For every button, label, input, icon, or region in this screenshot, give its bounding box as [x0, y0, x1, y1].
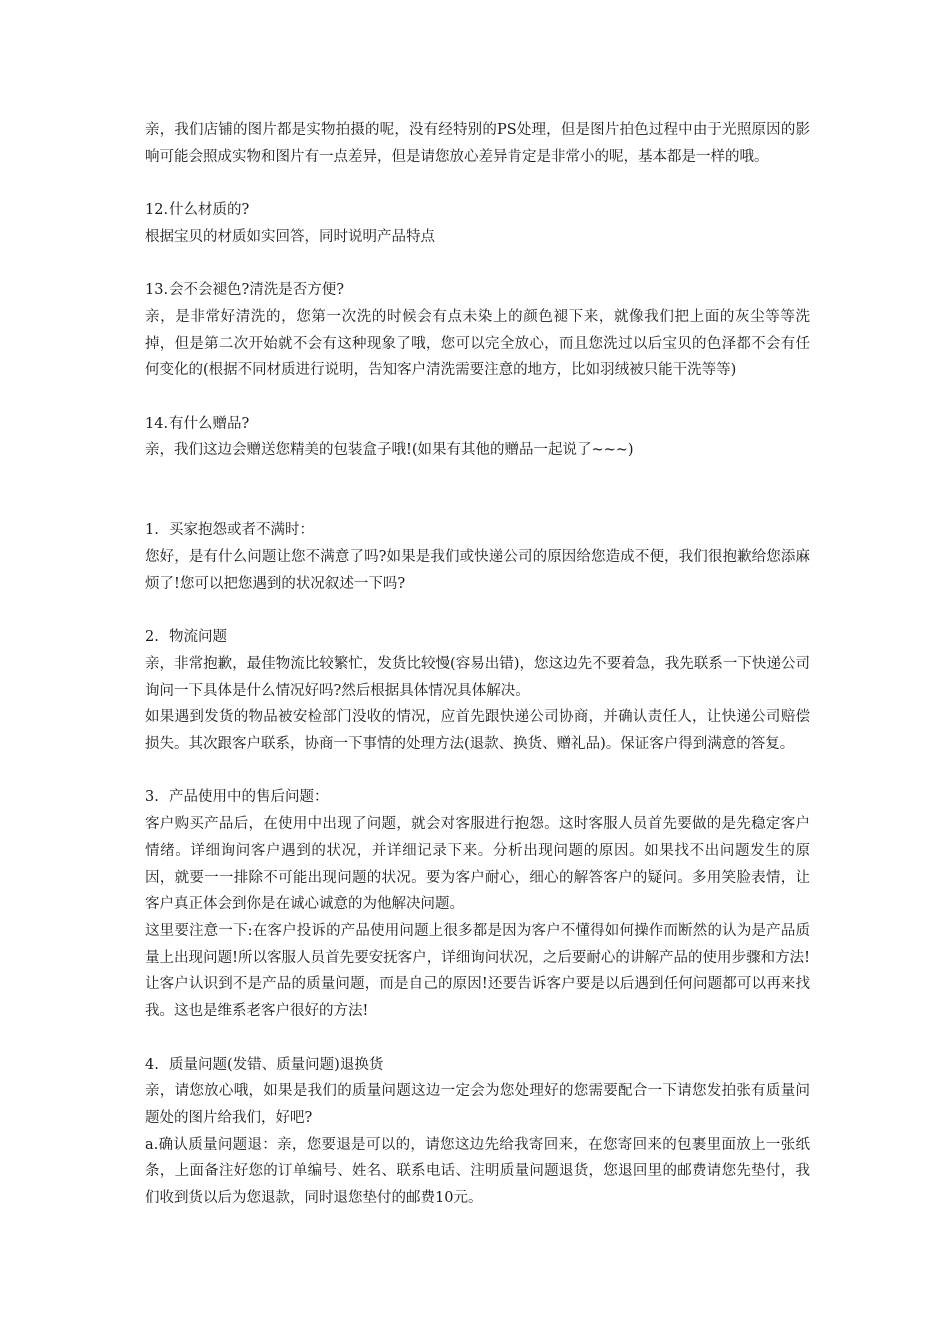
document-page [145, 117, 810, 1212]
faq-number: 12. [145, 202, 169, 219]
aftersales-paragraph: 客户购买产品后，在使用中出现了问题，就会对客服进行抱怨。这时客服人员首先要做的是先稳定客户情绪。详细询问客户遇到的状况，并详细记录下来。分析出现问题的原因。如果找不出问题发生的原因，就要一一排除不可能出现问题的状况。要为客户耐心，细心的解答客户的疑问。多用笑脸表情，让客户真正体会到你是在诚心诚意的为他解决问题。 [145, 816, 810, 913]
faq-item-14 [145, 411, 810, 464]
faq-number: 13. [145, 282, 169, 299]
faq-item-13 [145, 277, 810, 384]
aftersales-item-4 [145, 1052, 810, 1212]
aftersales-item-1 [145, 517, 810, 597]
aftersales-paragraph: 这里要注意一下:在客户投诉的产品使用问题上很多都是因为客户不懂得如何操作而断然的认为是产品质量上出现问题!所以客服人员首先要安抚客户，详细询问状况，之后要耐心的讲解产品的使用步骤和方法!让客户认识到不是产品的质量问题，而是自己的原因!还要告诉客户要是以后遇到任何问题都可以再来找我。这也是维系老客户很好的方法! [145, 923, 810, 1020]
spacer [145, 598, 810, 625]
aftersales-item-3 [145, 784, 810, 1024]
faq-question [145, 197, 810, 224]
aftersales-title [145, 1052, 810, 1079]
aftersales-number: 3. [145, 789, 159, 806]
aftersales-number: 1. [145, 522, 159, 539]
aftersales-paragraph: 亲，请您放心哦，如果是我们的质量问题这边一定会为您处理好的您需要配合一下请您发拍张有质量问题处的图片给我们，好吧? [145, 1083, 810, 1126]
aftersales-paragraph: a.确认质量问题退：亲，您要退是可以的，请您这边先给我寄回来，在您寄回来的包裹里面放上一张纸条，上面备注好您的订单编号、姓名、联系电话、注明质量问题退货，您退回里的邮费请您先垫付，我们收到货以后为您退款，同时退您垫付的邮费10元。 [145, 1136, 810, 1207]
spacer [145, 384, 810, 411]
aftersales-title-text: 质量问题(发错、质量问题)退换货 [169, 1056, 384, 1073]
faq-question-text: 会不会褪色?清洗是否方便? [169, 282, 345, 299]
faq-answer: 根据宝贝的材质如实回答，同时说明产品特点 [145, 228, 435, 245]
spacer [145, 464, 810, 517]
faq-answer: 亲，是非常好清洗的，您第一次洗的时候会有点未染上的颜色褪下来，就像我们把上面的灰尘等等洗掉，但是第二次开始就不会有这种现象了哦，您可以完全放心，而且您洗过以后宝贝的色泽都不会有任何变化的(根据不同材质进行说明，告知客户清洗需要注意的地方，比如羽绒被只能干洗等等) [145, 308, 810, 379]
faq-number: 14. [145, 415, 169, 432]
faq-item-12 [145, 197, 810, 250]
intro-paragraph: 亲，我们店铺的图片都是实物拍摄的呢，没有经特别的PS处理，但是图片拍色过程中由于光照原因的影响可能会照成实物和图片有一点差异，但是请您放心差异肯定是非常小的呢，基本都是一样的哦。 [145, 122, 810, 165]
faq-answer: 亲，我们这边会赠送您精美的包装盒子哦!(如果有其他的赠品一起说了~~~) [145, 442, 634, 459]
spacer [145, 758, 810, 785]
aftersales-item-2 [145, 624, 810, 758]
spacer [145, 170, 810, 197]
spacer [145, 251, 810, 278]
aftersales-paragraph: 如果遇到发货的物品被安检部门没收的情况，应首先跟快递公司协商，并确认责任人，让快递公司赔偿损失。其次跟客户联系，协商一下事情的处理方法(退款、换货、赠礼品)。保证客户得到满意的答复。 [145, 709, 810, 753]
aftersales-number: 4. [145, 1056, 159, 1073]
spacer [145, 1025, 810, 1052]
aftersales-title [145, 624, 810, 651]
faq-question-text: 什么材质的? [169, 202, 250, 219]
aftersales-title-text: 买家抱怨或者不满时： [169, 522, 314, 539]
aftersales-title-text: 物流问题 [169, 629, 227, 646]
aftersales-title [145, 784, 810, 811]
aftersales-number: 2. [145, 629, 159, 646]
aftersales-paragraph: 您好，是有什么问题让您不满意了吗?如果是我们或快递公司的原因给您造成不便，我们很抱歉给您添麻烦了!您可以把您遇到的状况叙述一下吗? [145, 549, 810, 592]
aftersales-paragraph: 亲，非常抱歉，最佳物流比较繁忙，发货比较慢(容易出错)，您这边先不要着急，我先联系一下快递公司询问一下具体是什么情况好吗?然后根据具体情况具体解决。 [145, 655, 810, 699]
faq-question [145, 277, 810, 304]
aftersales-title [145, 517, 810, 544]
faq-question-text: 有什么赠品? [169, 415, 250, 432]
faq-question [145, 411, 810, 438]
aftersales-title-text: 产品使用中的售后问题： [169, 789, 329, 806]
